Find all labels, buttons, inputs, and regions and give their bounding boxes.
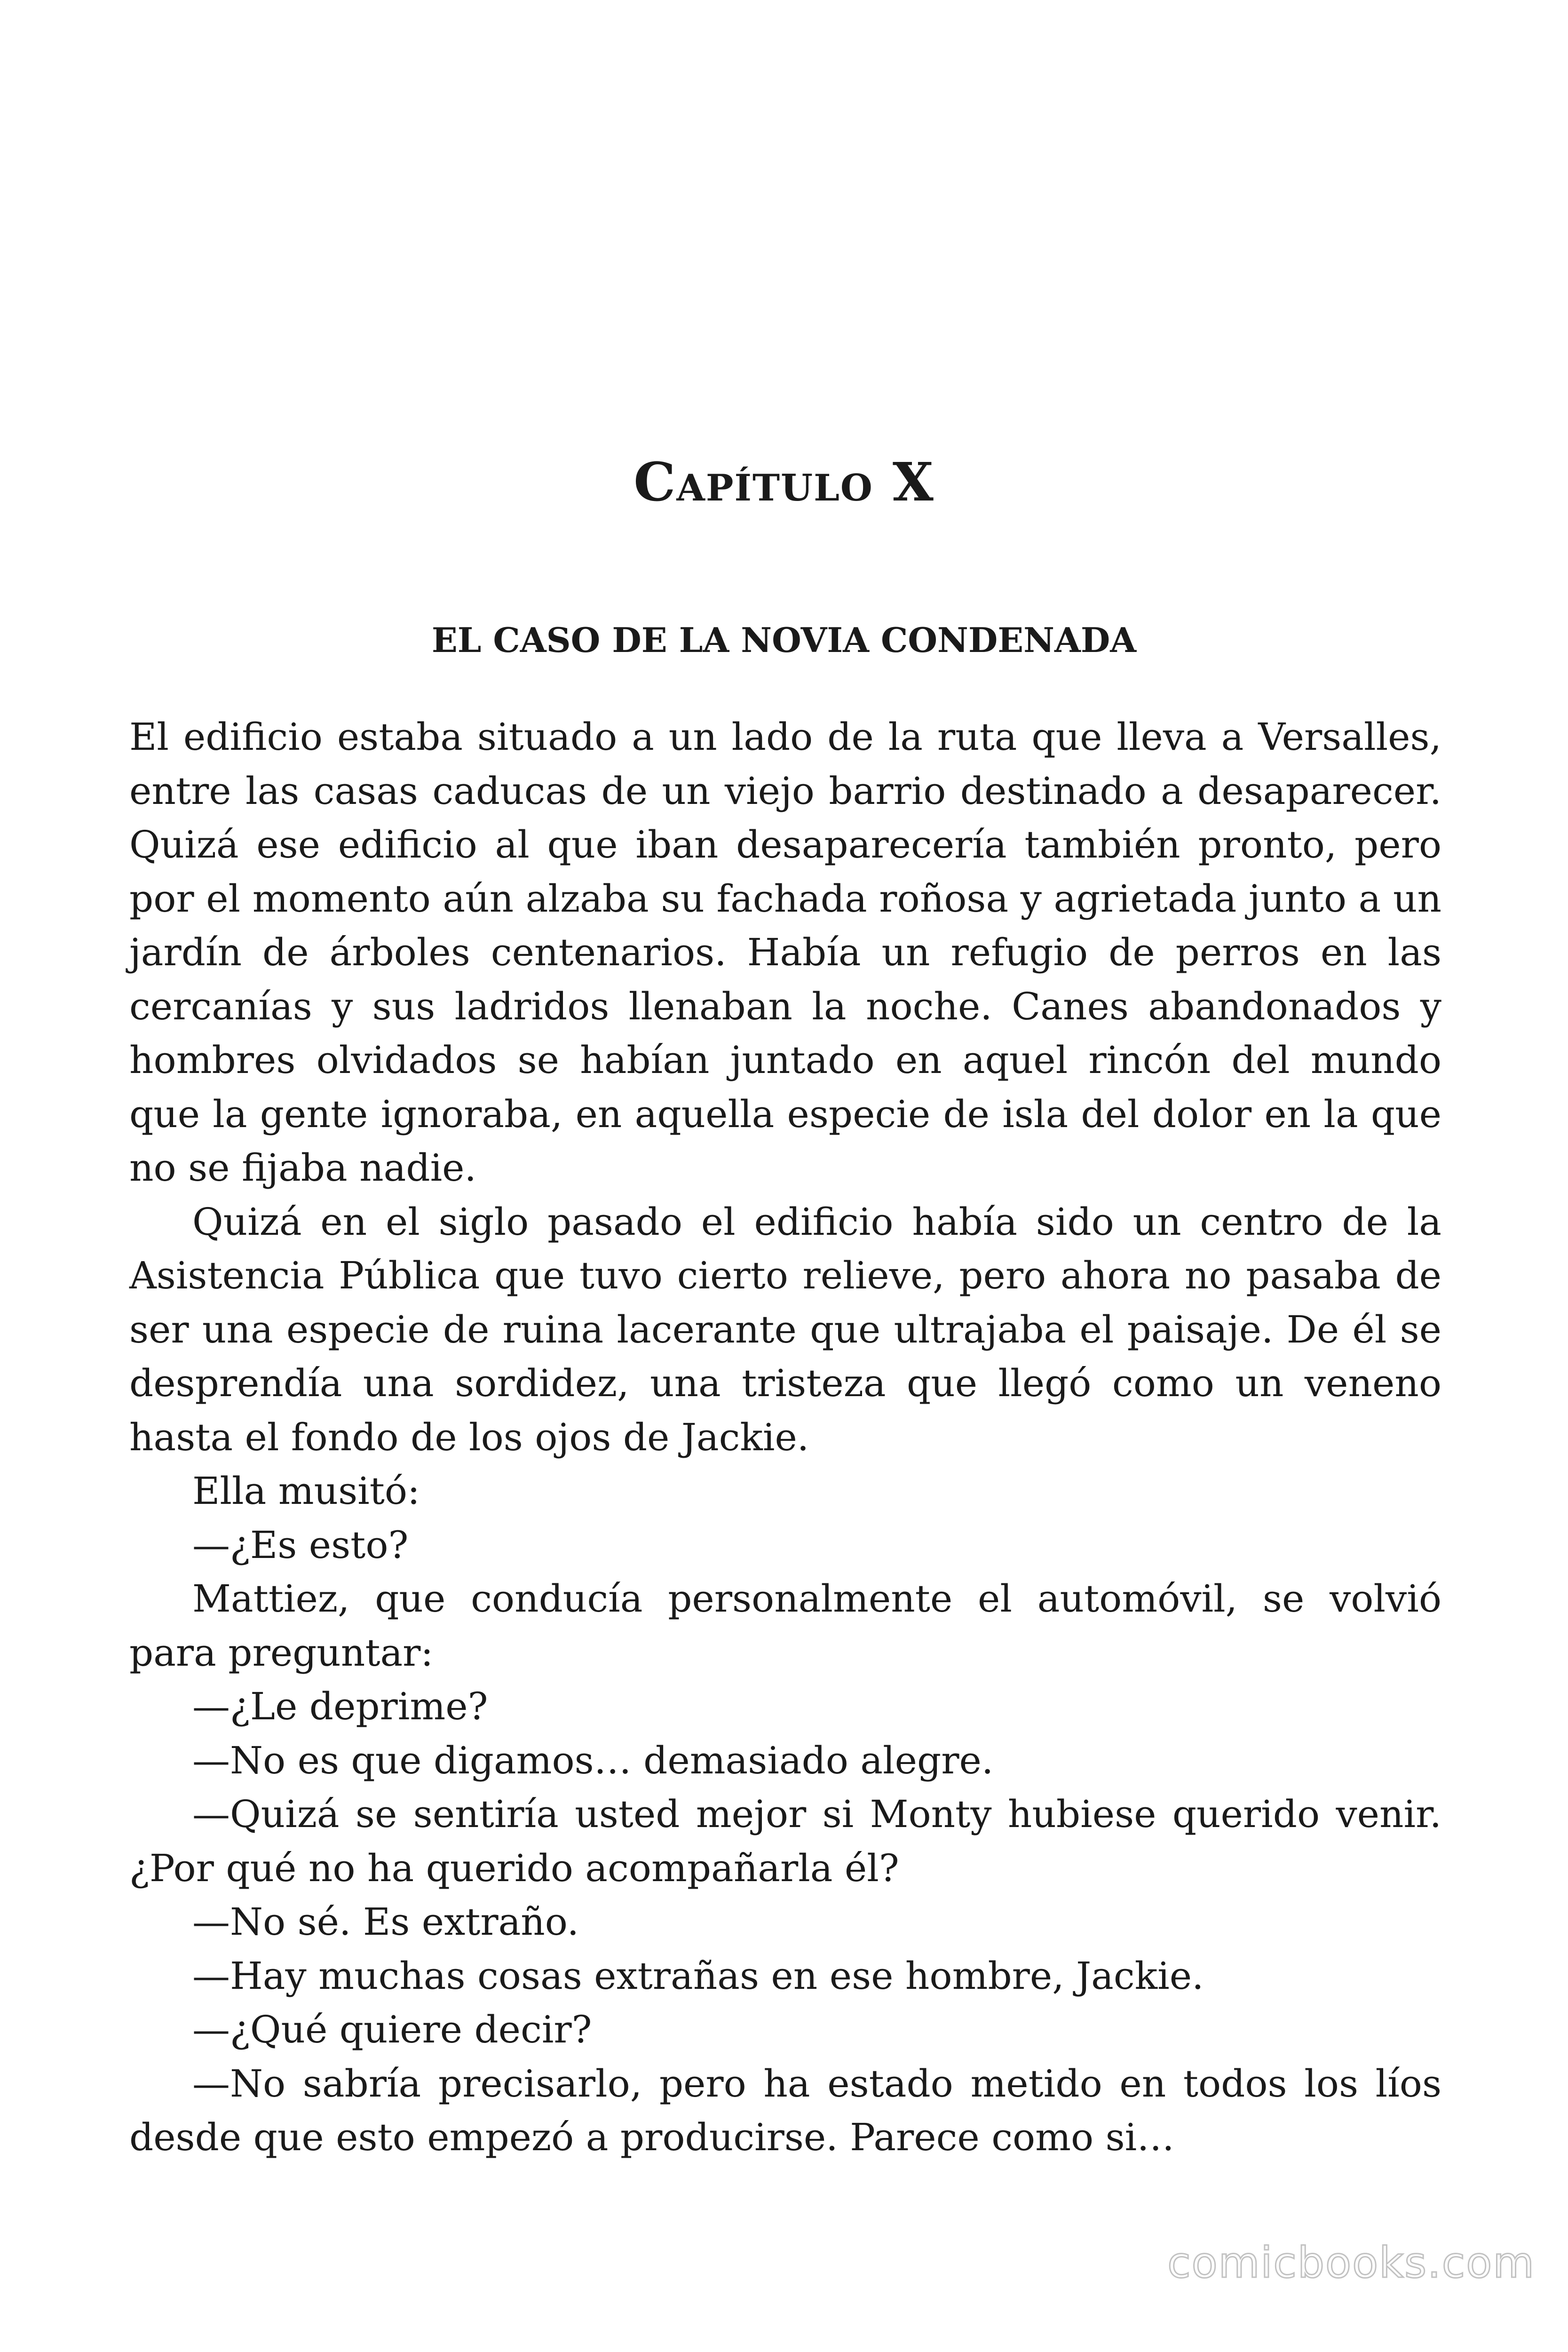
paragraph: Ella musitó: (192, 1469, 420, 1513)
dialogue-line: —¿Qué quiere decir? (192, 2008, 592, 2051)
body-text (129, 710, 1441, 2165)
dialogue-line: —Hay muchas cosas extrañas en ese hombre, Jackie. (192, 1954, 1204, 1998)
dialogue-line: —¿Es esto? (192, 1523, 409, 1567)
dialogue-line: —Quizá se sentiría usted mejor si Monty hubiese querido venir. ¿Por qué no ha querido acompañarla él? (129, 1792, 1441, 1890)
dialogue-line: —No sabría precisarlo, pero ha estado metido en todos los líos desde que esto empezó a producirse. Parece como si… (129, 2061, 1441, 2159)
paragraph: Quizá en el siglo pasado el edificio había sido un centro de la Asistencia Pública que tuvo cierto relieve, pero ahora no pasaba de ser una especie de ruina lacerante que ultrajaba el paisaje. De él se desprendía una sordidez, una tristeza que llegó como un veneno hasta el fondo de los ojos de Jackie. (129, 1200, 1441, 1459)
dialogue-line: —No es que digamos… demasiado alegre. (192, 1738, 994, 1782)
paragraph: Mattiez, que conducía personalmente el automóvil, se volvió para preguntar: (129, 1577, 1441, 1675)
paragraph: El edificio estaba situado a un lado de la ruta que lleva a Versalles, entre las casas caducas de un viejo barrio destinado a desaparecer. Quizá ese edificio al que iban desaparecería también pronto, pero por el momento aún alzaba su fachada roñosa y agrietada junto a un jardín de árboles centenarios. Había un refugio de perros en las cercanías y sus ladridos llenaban la noche. Canes abandonados y hombres olvidados se habían juntado en aquel rincón del mundo que la gente ignoraba, en aquella especie de isla del dolor en la que no se fijaba nadie. (129, 715, 1441, 1190)
chapter-title: Capítulo X (634, 452, 934, 513)
dialogue-line: —No sé. Es extraño. (192, 1900, 579, 1944)
watermark: comicbooks.com (1167, 2238, 1535, 2288)
section-title: EL CASO DE LA NOVIA CONDENADA (431, 620, 1137, 660)
dialogue-line: —¿Le deprime? (192, 1685, 488, 1728)
